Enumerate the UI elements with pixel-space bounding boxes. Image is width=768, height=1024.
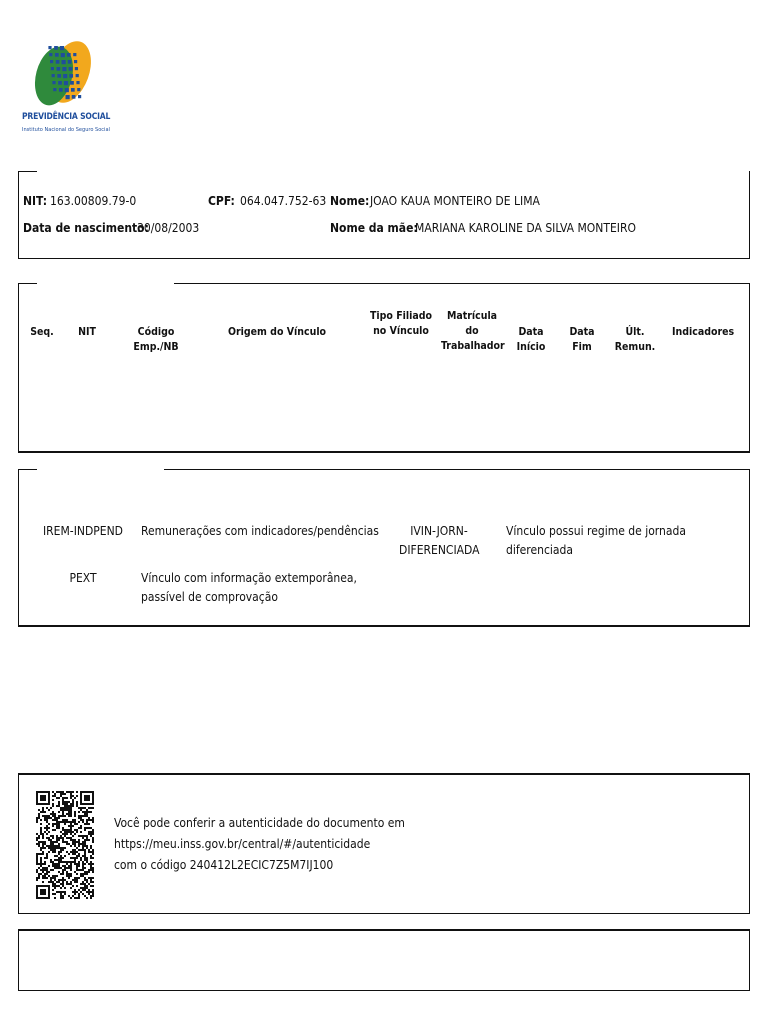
cpf-value: 064.047.752-63 [240, 194, 327, 208]
col-indicadores: Indicadores [672, 326, 735, 338]
name-label: Nome: [330, 194, 370, 208]
brand-name: PREVIDÊNCIA SOCIAL [22, 112, 111, 122]
legend-desc-irem: Remunerações com indicadores/pendências [141, 524, 379, 538]
legend-desc-ivin: Vínculo possui regime de jornada diferenciada [506, 524, 686, 557]
name-value: JOAO KAUA MONTEIRO DE LIMA [370, 194, 540, 208]
col-matricula: Matrícula do Trabalhador [441, 310, 505, 352]
previdencia-logo-icon [18, 34, 110, 114]
personal-data-section [18, 171, 750, 259]
legend-code-irem: IREM-INDPEND [42, 524, 123, 538]
indicators-legend [18, 469, 750, 627]
mother-label: Nome da mãe: [330, 221, 418, 235]
col-seq: Seq. [30, 326, 54, 338]
legend-desc-pext: Vínculo com informação extemporânea, passível de comprovação [141, 571, 357, 604]
nit-value: 163.00809.79-0 [50, 194, 137, 208]
col-nit: NIT [78, 326, 96, 338]
qr-code-icon[interactable] [36, 791, 94, 899]
nit-label: NIT: [23, 194, 48, 208]
col-ult-remun: Últ. Remun. [614, 326, 656, 353]
cpf-label: CPF: [208, 194, 235, 208]
vinculos-table [18, 283, 750, 453]
col-data-inicio: Data Início [516, 326, 546, 353]
col-data-fim: Data Fim [569, 326, 595, 353]
birth-value: 30/08/2003 [137, 221, 200, 235]
auth-line-1: Você pode conferir a autenticidade do documento em [114, 816, 405, 830]
col-origem-vinculo: Origem do Vínculo [227, 326, 327, 338]
legend-code-pext: PEXT [69, 571, 97, 585]
brand-subtitle: Instituto Nacional do Seguro Social [22, 127, 110, 133]
mother-value: MARIANA KAROLINE DA SILVA MONTEIRO [415, 221, 636, 235]
authenticity-section [18, 773, 750, 914]
auth-code: com o código 240412L2ECIC7Z5M7IJ100 [114, 858, 334, 872]
legend-code-ivin: IVIN-JORN-DIFERENCIADA [399, 524, 480, 557]
col-codigo-emp: Código Emp./NB [133, 326, 179, 353]
footer-box [18, 929, 750, 991]
col-tipo-filiado: Tipo Filiado no Vínculo [369, 310, 432, 337]
auth-url[interactable]: https://meu.inss.gov.br/central/#/autenticidade [114, 837, 371, 851]
birth-label: Data de nascimento: [23, 221, 149, 235]
previdencia-logo [18, 34, 110, 142]
